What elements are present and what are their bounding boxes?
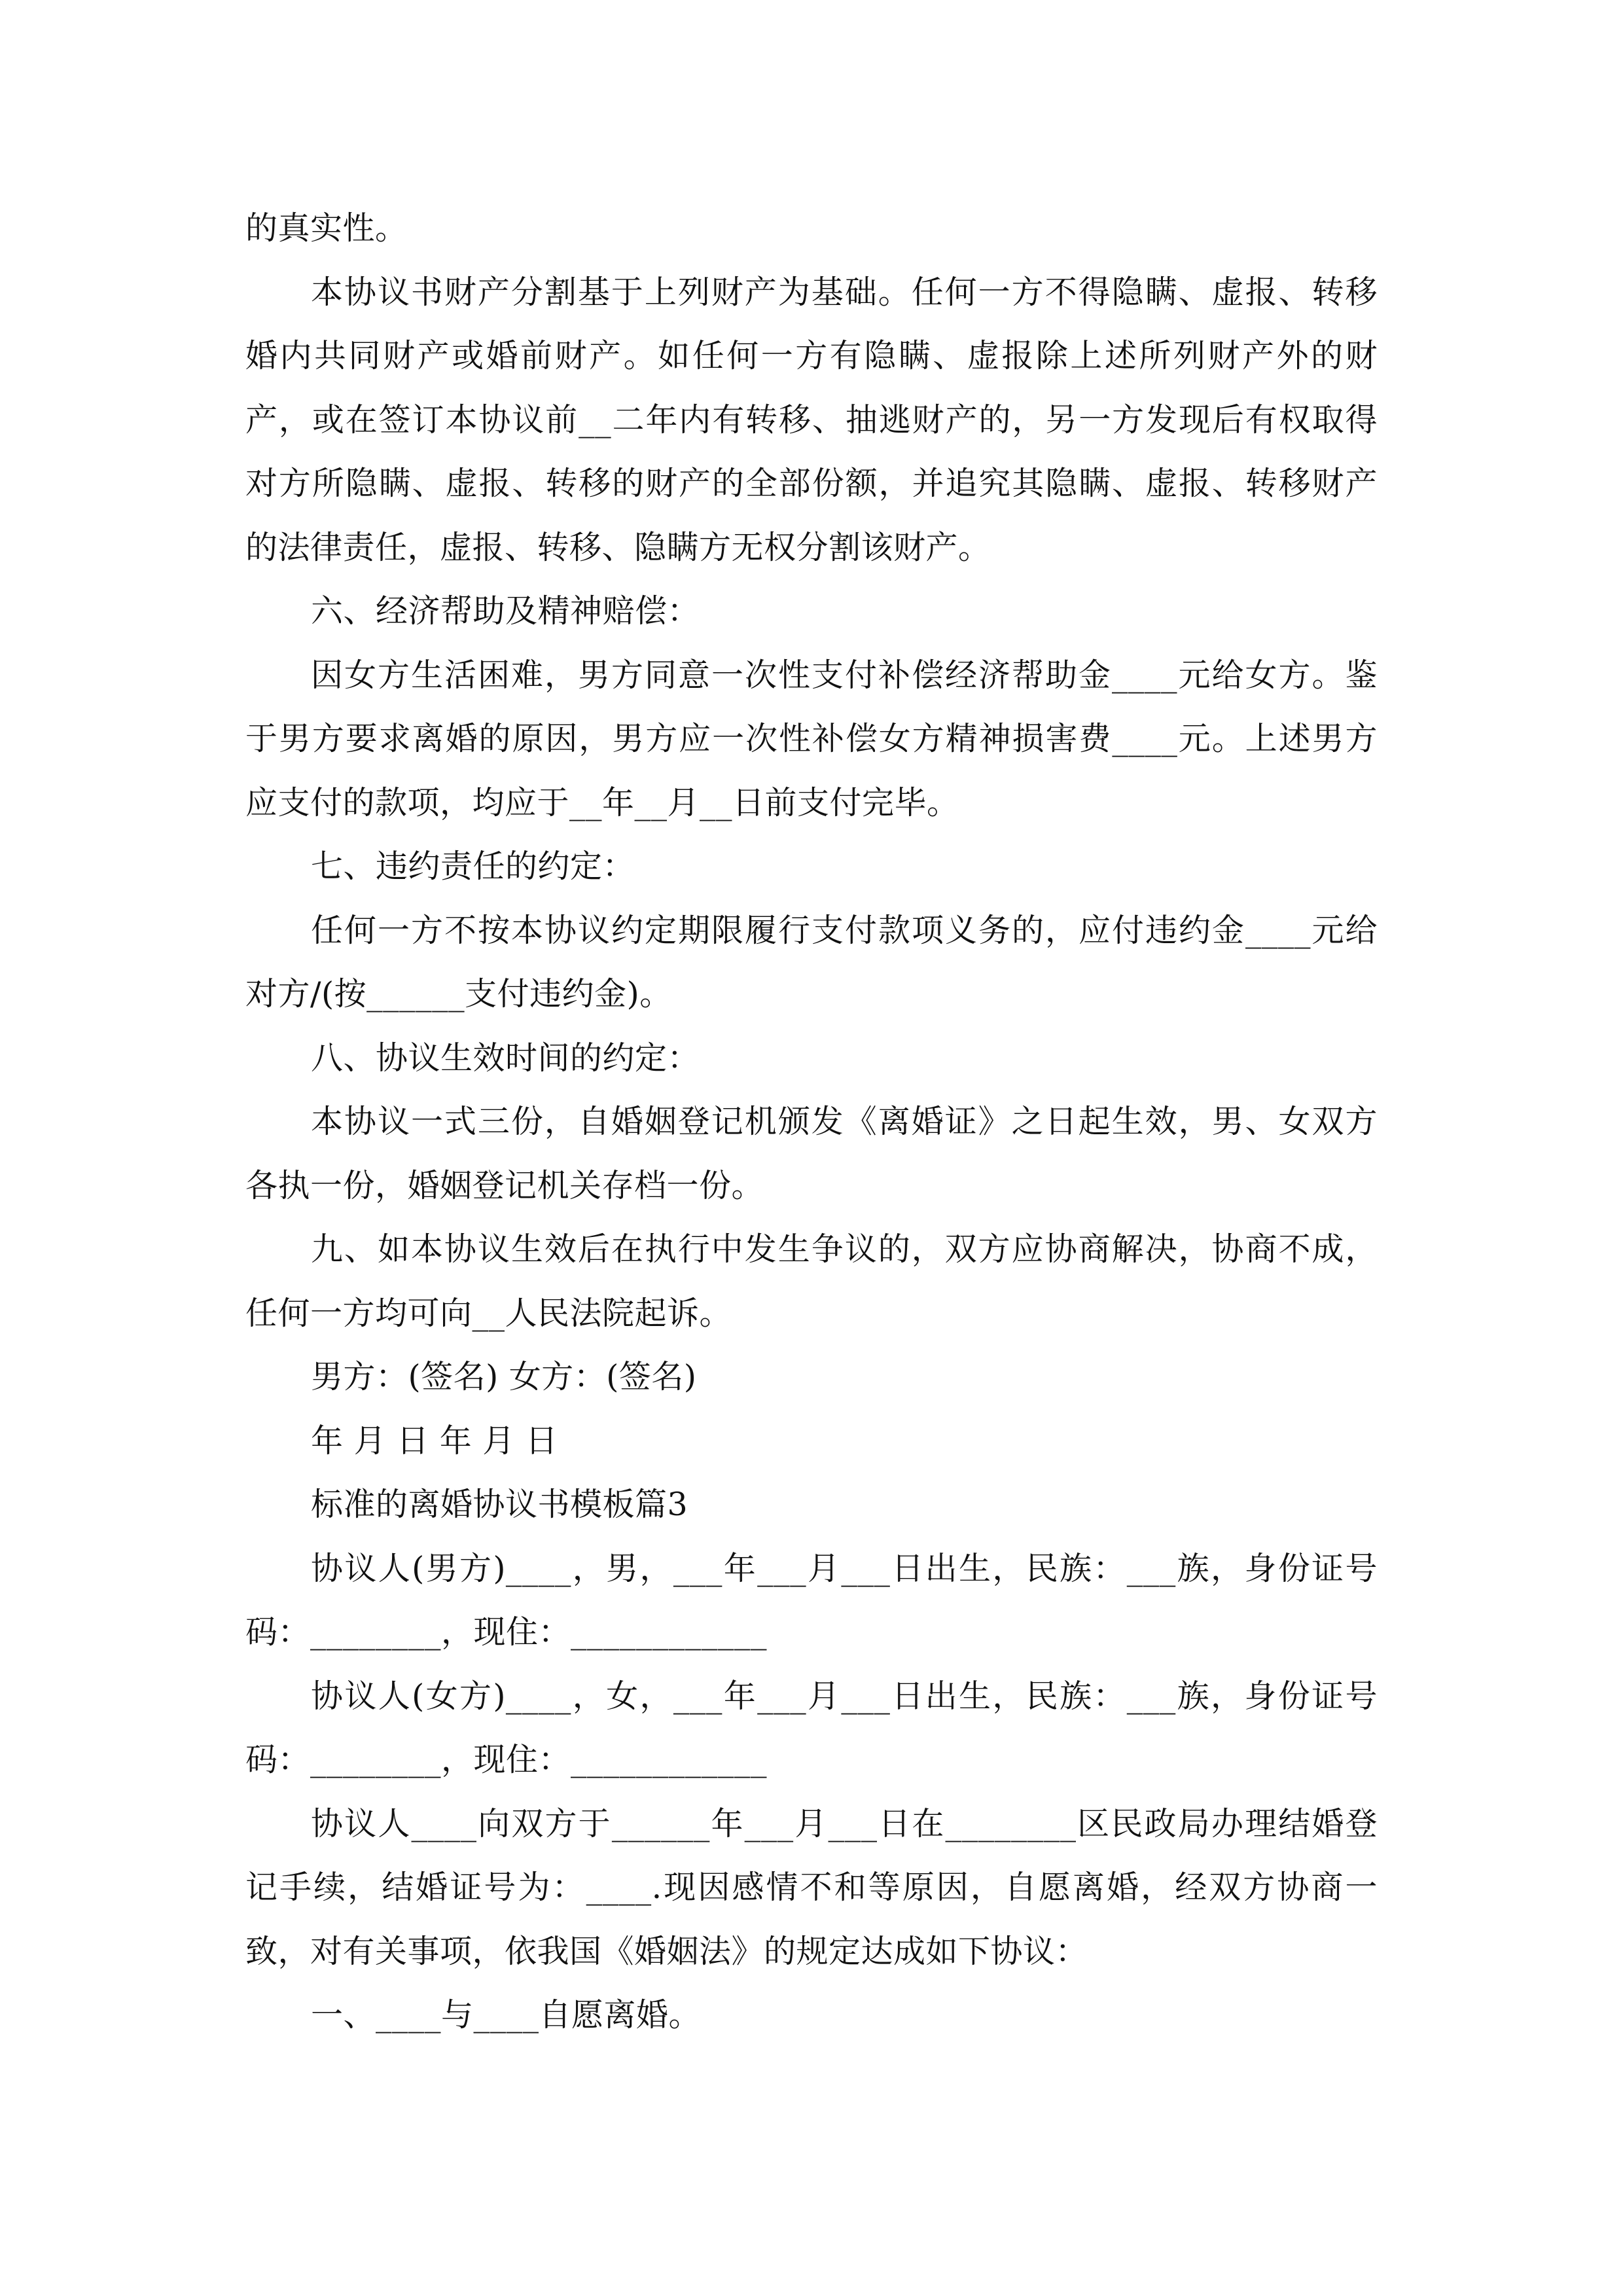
section-heading: 一、____与____自愿离婚。 [311,1996,702,2034]
paragraph: 本协议一式三份，自婚姻登记机颁发《离婚证》之日起生效，男、女双方各执一份，婚姻登记机关存档一份。 [245,1103,1378,1204]
section-heading: 八、协议生效时间的约定： [311,1039,700,1077]
paragraph: 因女方生活困难，男方同意一次性支付补偿经济帮助金____元给女方。鉴于男方要求离婚的原因，男方应一次性补偿女方精神损害费____元。上述男方应支付的款项，均应于__年__月__日前支付完毕。 [245,656,1378,821]
party-female-info: 协议人(女方)____，女，___年___月___日出生，民族：___族，身份证号码：________，现住：____________ [245,1677,1378,1778]
section-heading: 七、违约责任的约定： [311,848,635,885]
paragraph: 九、如本协议生效后在执行中发生争议的，双方应协商解决，协商不成，任何一方均可向__人民法院起诉。 [245,1230,1378,1332]
paragraph: 任何一方不按本协议约定期限履行支付款项义务的，应付违约金____元给对方/(按______支付违约金)。 [245,911,1378,1013]
article-title: 标准的离婚协议书模板篇3 [311,1486,688,1523]
paragraph: 协议人____向双方于______年___月___日在________区民政局办理结婚登记手续，结婚证号为：____.现因感情不和等原因，自愿离婚，经双方协商一致，对有关事项，依我国《婚姻法》的规定达成如下协议： [245,1804,1378,1970]
signature-line: 男方：(签名) 女方：(签名) [311,1358,697,1395]
party-male-info: 协议人(男方)____，男，___年___月___日出生，民族：___族，身份证号码：________，现住：____________ [245,1549,1378,1651]
paragraph: 本协议书财产分割基于上列财产为基础。任何一方不得隐瞒、虚报、转移婚内共同财产或婚前财产。如任何一方有隐瞒、虚报除上述所列财产外的财产，或在签订本协议前__二年内有转移、抽逃财产的，另一方发现后有权取得对方所隐瞒、虚报、转移的财产的全部份额，并追究其隐瞒、虚报、转移财产的法律责任，虚报、转移、隐瞒方无权分割该财产。 [245,273,1378,566]
document-body [245,196,1378,2047]
paragraph: 的真实性。 [245,209,408,247]
section-heading: 六、经济帮助及精神赔偿： [311,592,700,630]
date-line: 年 月 日 年 月 日 [311,1422,558,1460]
